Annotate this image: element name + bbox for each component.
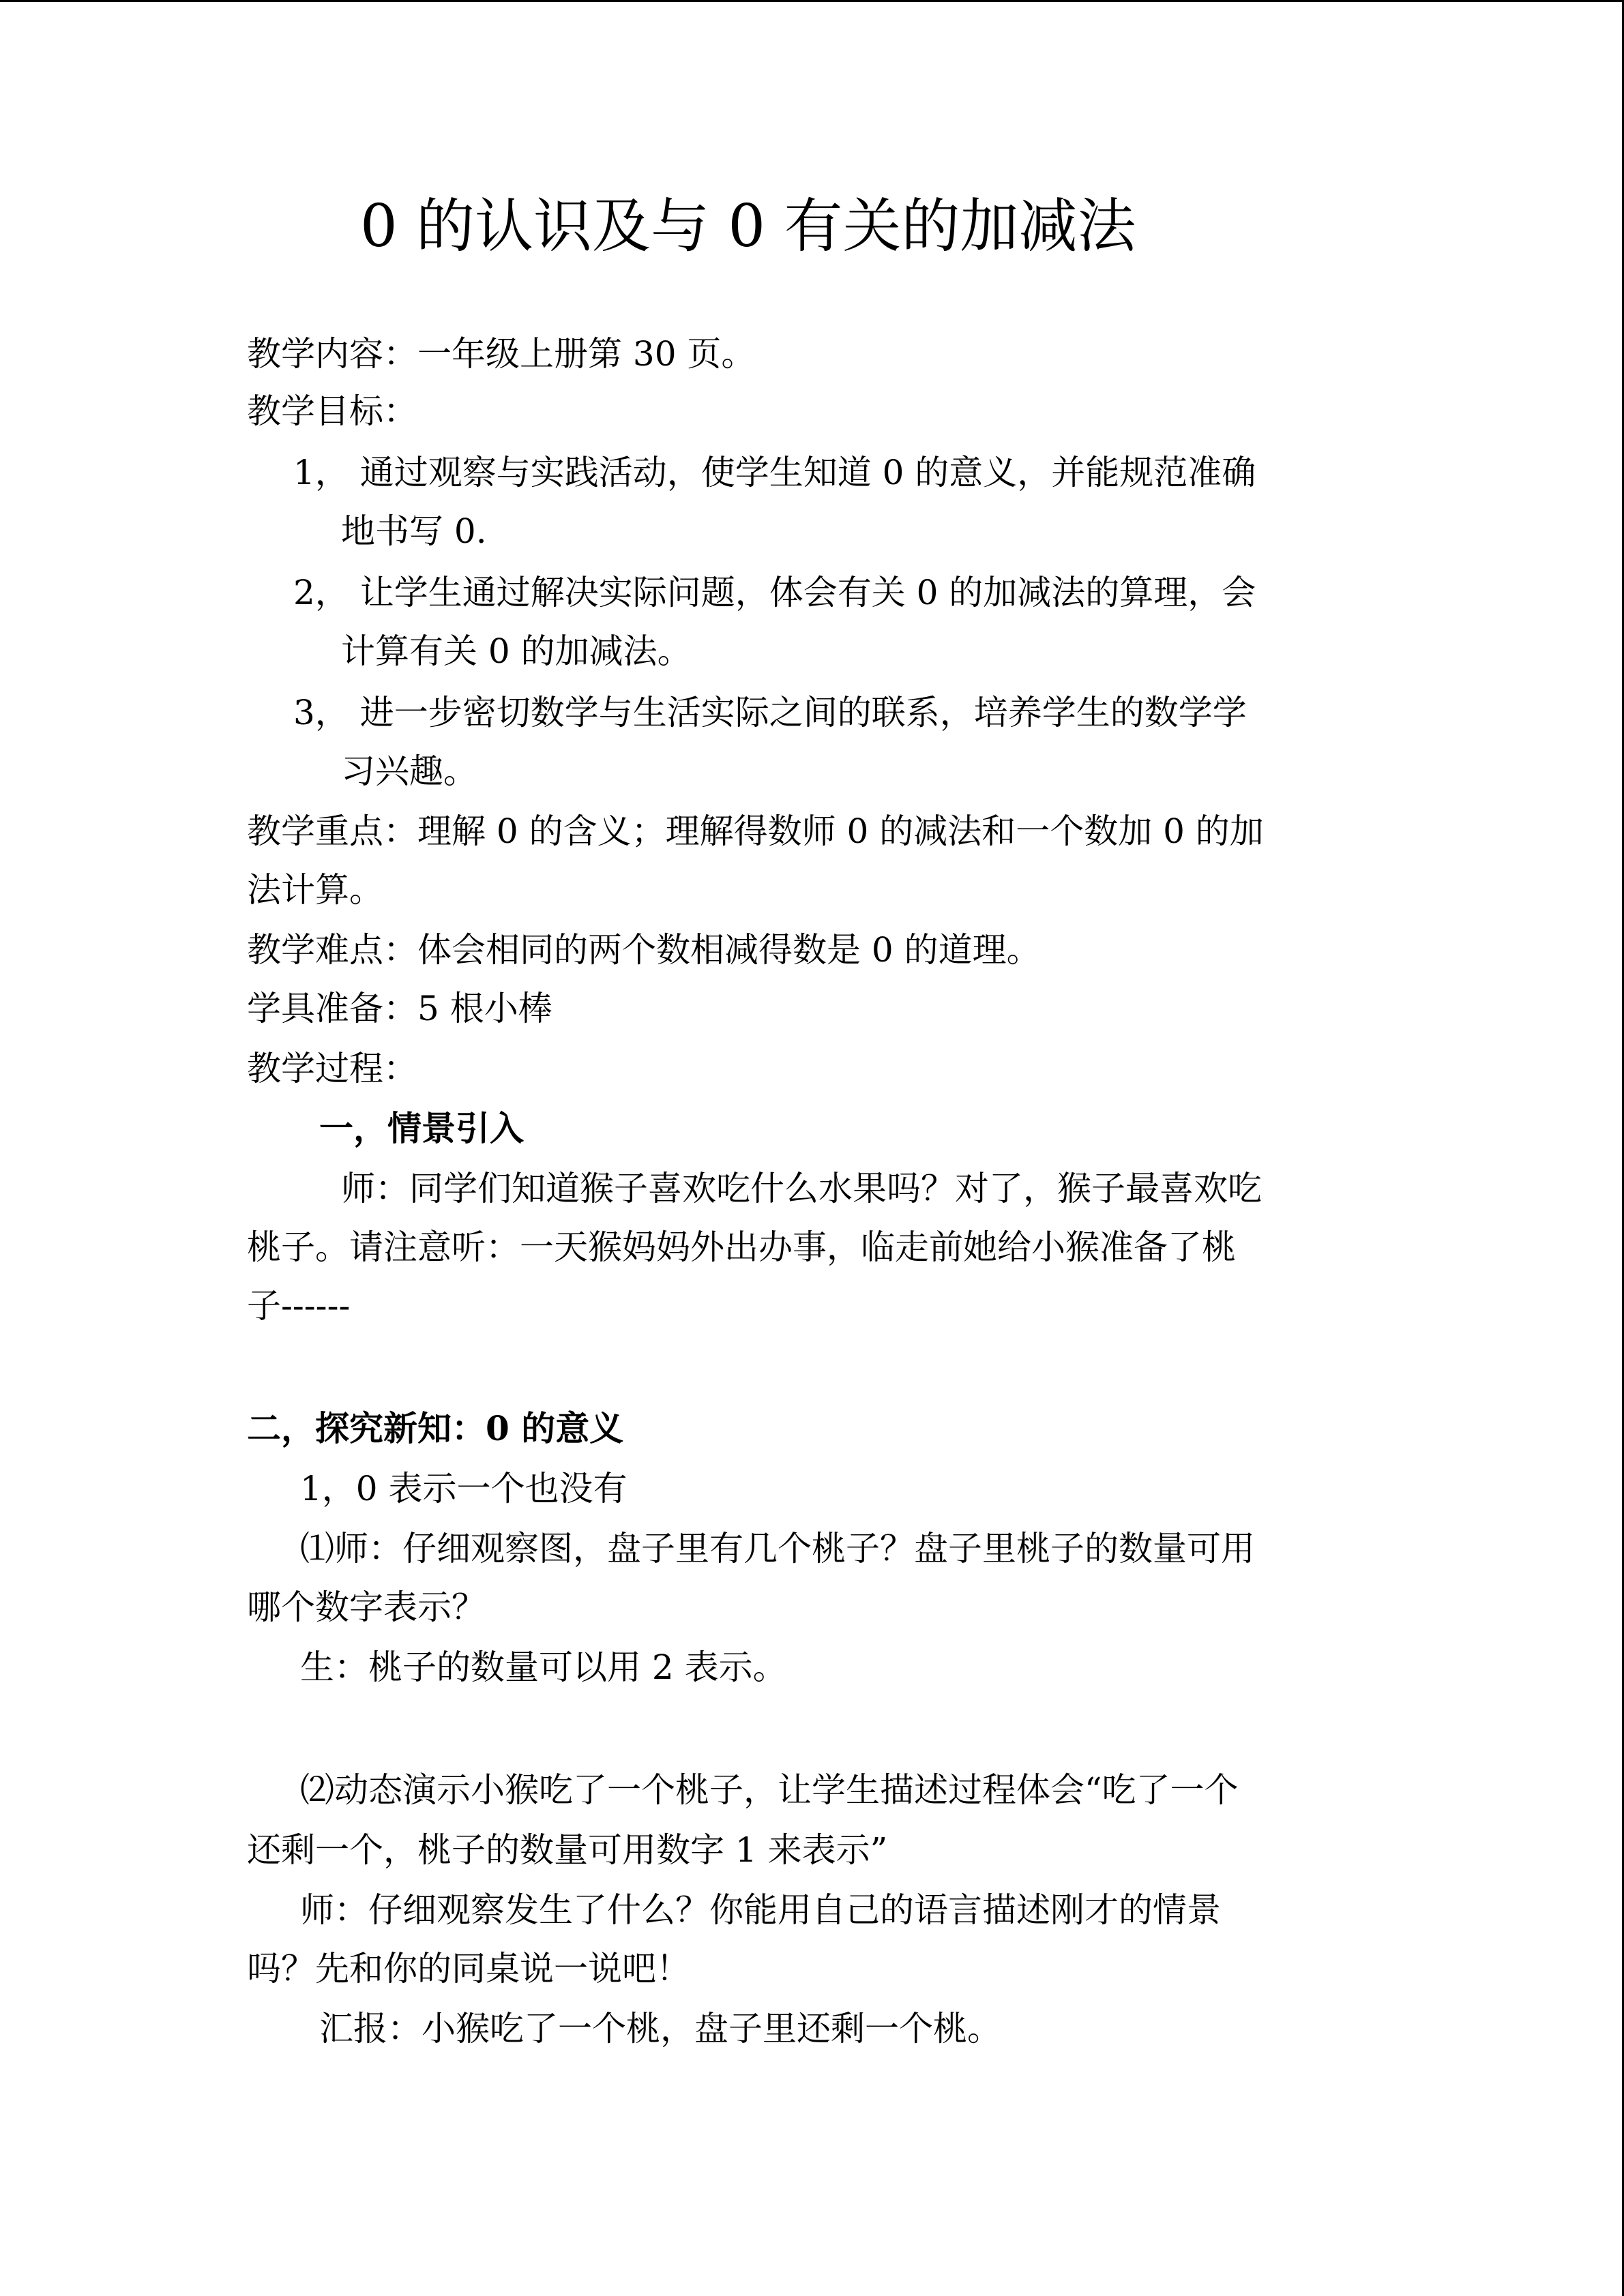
- goal-2-line-2: 计算有关 0 的加减法。: [341, 631, 692, 671]
- subsection-1: 1，0 表示一个也没有: [300, 1469, 628, 1508]
- paragraph-1-line-3: 子------: [247, 1286, 351, 1326]
- key-points-line-1: 教学重点：理解 0 的含义；理解得数师 0 的减法和一个数加 0 的加: [247, 811, 1264, 851]
- question-1-line-2: 哪个数字表示？: [247, 1587, 486, 1627]
- learning-tools: 学具准备：5 根小棒: [247, 989, 552, 1028]
- document-title: 0 的认识及与 0 有关的加减法: [360, 192, 1136, 260]
- goal-1-line-1: 1， 通过观察与实践活动，使学生知道 0 的意义，并能规范准确: [293, 453, 1256, 492]
- question-1-line-1: ⑴师：仔细观察图，盘子里有几个桃子？盘子里桃子的数量可用: [300, 1529, 1255, 1568]
- goal-heading: 教学目标：: [247, 391, 417, 431]
- section-1-heading: 一，情景引入: [319, 1108, 524, 1148]
- question-2-line-1: ⑵动态演示小猴吃了一个桃子，让学生描述过程体会“吃了一个: [300, 1770, 1239, 1810]
- student-answer-1: 生：桃子的数量可以用 2 表示。: [300, 1648, 787, 1687]
- paragraph-1-line-1: 师：同学们知道猴子喜欢吃什么水果吗？对了，猴子最喜欢吃: [341, 1169, 1262, 1208]
- goal-2-line-1: 2， 让学生通过解决实际问题，体会有关 0 的加减法的算理，会: [293, 573, 1256, 612]
- process-heading: 教学过程：: [247, 1049, 417, 1088]
- goal-3-line-2: 习兴趣。: [341, 751, 477, 791]
- question-2-line-2: 还剩一个，桃子的数量可用数字 1 来表示”: [247, 1830, 888, 1870]
- teacher-prompt-2-line-1: 师：仔细观察发生了什么？你能用自己的语言描述刚才的情景: [300, 1890, 1221, 1930]
- report-line: 汇报：小猴吃了一个桃，盘子里还剩一个桃。: [319, 2009, 1001, 2048]
- goal-3-line-1: 3， 进一步密切数学与生活实际之间的联系，培养学生的数学学: [293, 693, 1247, 732]
- key-points-line-2: 法计算。: [247, 870, 383, 910]
- teacher-prompt-2-line-2: 吗？先和你的同桌说一说吧！: [247, 1949, 690, 1988]
- difficulty: 教学难点：体会相同的两个数相减得数是 0 的道理。: [247, 930, 1041, 970]
- page-border-top: [0, 0, 1624, 2]
- section-2-heading: 二，探究新知：0 的意义: [247, 1408, 624, 1448]
- teaching-content: 教学内容：一年级上册第 30 页。: [247, 334, 756, 374]
- paragraph-1-line-2: 桃子。请注意听：一天猴妈妈外出办事，临走前她给小猴准备了桃: [247, 1227, 1236, 1267]
- goal-1-line-2: 地书写 0.: [341, 511, 487, 551]
